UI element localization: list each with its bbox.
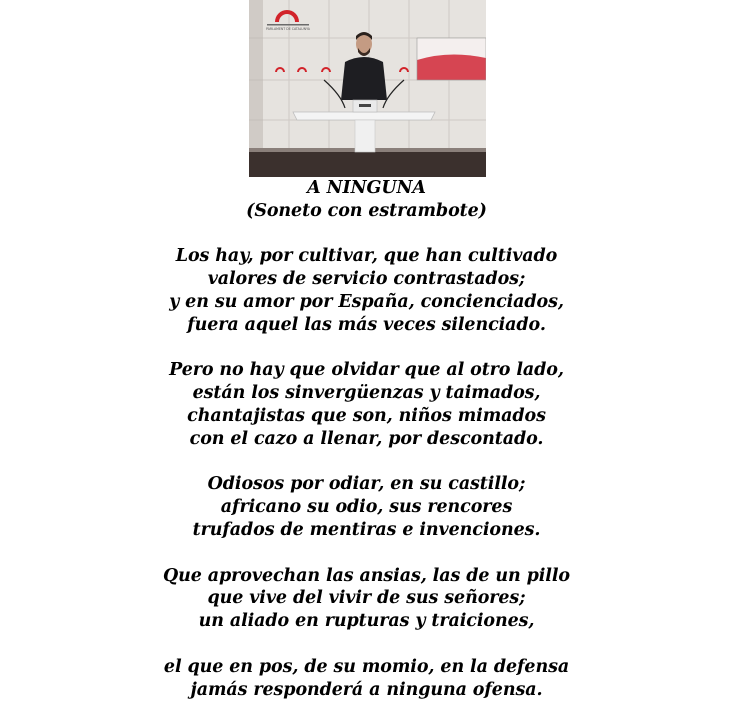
poem-line: Que aprovechan las ansias, las de un pillo (163, 565, 570, 586)
poem-line: trufados de mentiras e invenciones. (192, 519, 541, 540)
poem-line: Los hay, por cultivar, que han cultivado (175, 246, 558, 267)
poem-line: jamás responderá a ninguna ofensa. (190, 679, 543, 700)
poem-line: chantajistas que son, niños mimados (187, 405, 546, 426)
photo-press-conference-icon (249, 0, 486, 177)
poem (0, 177, 733, 701)
poem-line: están los sinvergüenzas y taimados, (192, 383, 541, 404)
poem-line: Pero no hay que olvidar que al otro lado, (169, 360, 564, 381)
svg-text:PARLAMENT DE CATALUNYA: PARLAMENT DE CATALUNYA (266, 27, 310, 31)
poem-line: con el cazo a llenar, por descontado. (189, 428, 544, 449)
poem-line: Odiosos por odiar, en su castillo; (207, 474, 526, 495)
poem-title: A NINGUNA (307, 178, 426, 198)
poem-line: africano su odio, sus rencores (220, 497, 513, 518)
poem-subtitle: (Soneto con estrambote) (246, 200, 487, 221)
poem-line: y en su amor por España, concienciados, (169, 291, 564, 312)
poem-line: un aliado en rupturas y traiciones, (198, 611, 535, 632)
poem-line: valores de servicio contrastados; (207, 269, 526, 290)
poem-line: el que en pos, de su momio, en la defensa (163, 656, 570, 677)
press-conference-photo (249, 0, 486, 177)
poem-line: que vive del vivir de sus señores; (207, 588, 526, 609)
poem-line: fuera aquel las más veces silenciado. (187, 314, 546, 335)
